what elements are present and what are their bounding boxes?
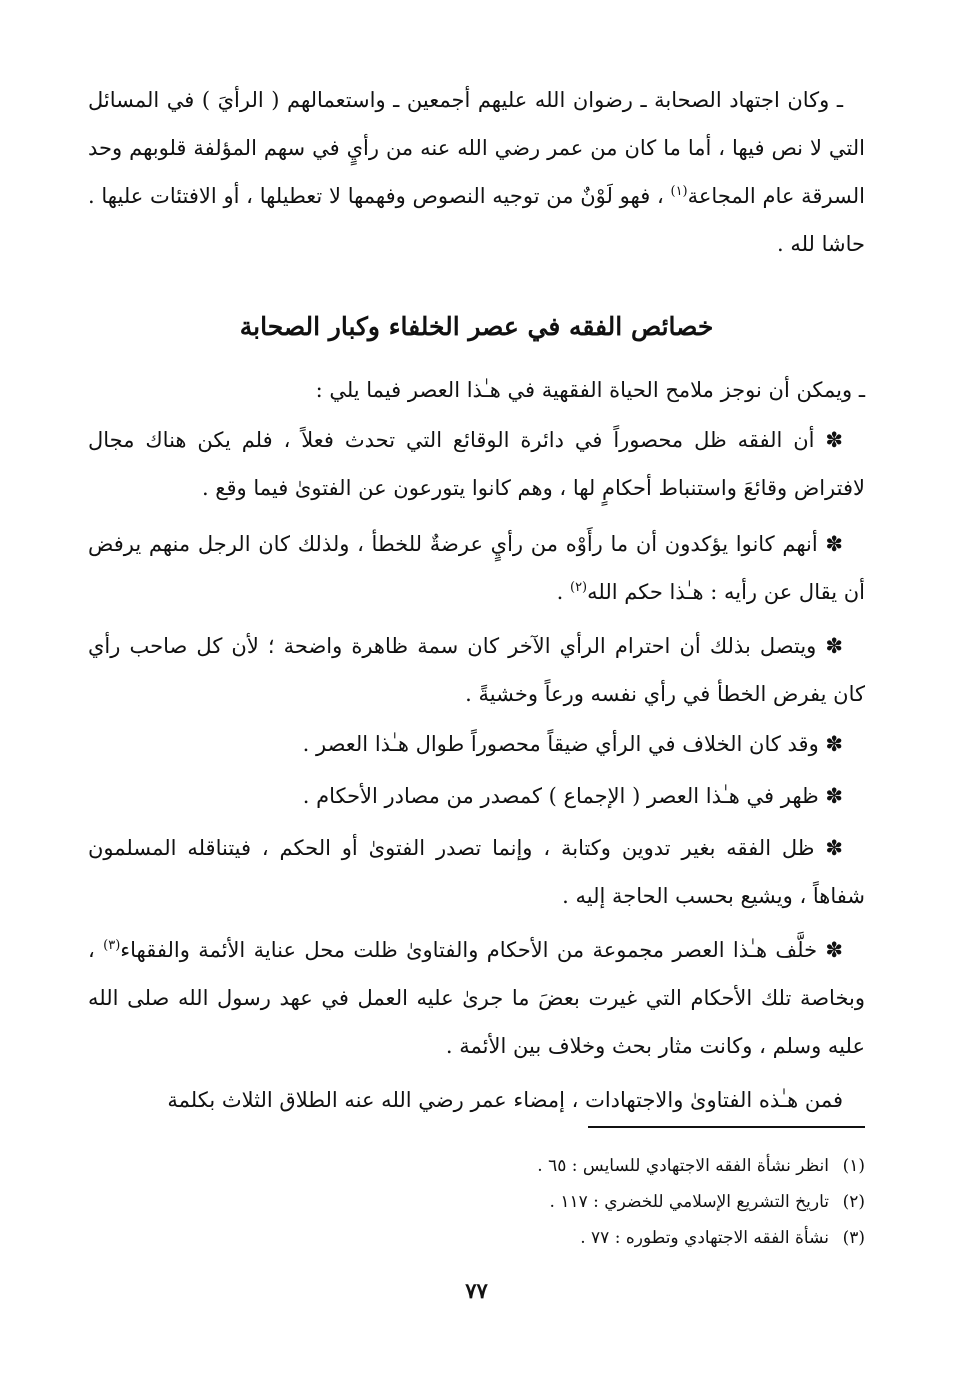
footnote-text: انظر نشأة الفقه الاجتهادي للسايس : ٦٥ . [537, 1156, 829, 1176]
footnote-number: (٣) [842, 1228, 865, 1248]
bullet-paragraph-7 [88, 926, 865, 1070]
last-line-text: فمن هـٰذه الفتاوىٰ والاجتهادات ، إمضاء عمر رضي الله عنه الطلاق الثلاث بكلمة [167, 1088, 843, 1112]
intro-paragraph [88, 76, 865, 268]
footnotes-list [88, 1148, 865, 1256]
bullet-paragraph-5 [88, 772, 865, 820]
bullet-2-text-b: . [556, 580, 570, 604]
bullet-4-text: ✽ وقد كان الخلاف في الرأي ضيقاً محصوراً طوال هـٰذا العصر . [302, 732, 843, 756]
bullet-paragraph-2 [88, 520, 865, 616]
bullet-paragraph-6 [88, 824, 865, 920]
bullet-7-text-a: ✽ خلَّف هـٰذا العصر مجموعة من الأحكام والفتاوىٰ ظلت محل عناية الأئمة والفقهاء [120, 938, 843, 962]
intro-text-b: ، فهو لَوْنٌ من توجيه النصوص وفهمها لا تعطيلها ، أو الافتئات عليها . حاشا لله . [88, 184, 865, 256]
bullet-2-text-a: ✽ أنهم كانوا يؤكدون أن ما رأَوْه من رأيٍ عرضةٌ للخطأ ، ولذلك كان الرجل منهم يرفض أن يقال عن رأيه : هـٰذا حكم الله [88, 532, 865, 604]
footnote-ref-3[interactable]: (٣) [103, 938, 121, 953]
section-heading: خصائص الفقه في عصر الخلفاء وكبار الصحابة [239, 312, 714, 341]
footnote-ref-1[interactable]: (١) [670, 184, 688, 199]
bullet-paragraph-1 [88, 416, 865, 512]
footnote-ref-2[interactable]: (٢) [569, 580, 588, 595]
bullet-5-text: ✽ ظهر في هـٰذا العصر ( الإجماع ) كمصدر من مصادر الأحكام . [302, 784, 843, 808]
footnote-item [88, 1184, 865, 1220]
bullet-3-text: ✽ ويتصل بذلك أن احترام الرأي الآخر كان سمة ظاهرة واضحة ؛ لأن كل صاحب رأي كان يفرض الخطأ في رأي نفسه ورعاً وخشيةً . [88, 634, 865, 706]
footnote-text: تاريخ التشريع الإسلامي للخضري : ١١٧ . [549, 1192, 829, 1212]
footnote-separator [588, 1126, 865, 1128]
bullet-paragraph-4 [88, 720, 865, 768]
intro-text-a: ـ وكان اجتهاد الصحابة ـ رضوان الله عليهم أجمعين ـ واستعمالهم ( الرأيَ ) في المسائل التي لا نص فيها ، أما ما كان من عمر رضي الله عنه من رأيٍ في سهم المؤلفة قلوبهم وحد السرقة عام المجاعة [88, 88, 865, 208]
bullet-1-text: ✽ أن الفقه ظل محصوراً في دائرة الوقائع التي تحدث فعلاً ، فلم يكن هناك مجال لافتراض وقائعَ واستنباط أحكامٍ لها ، وهم كانوا يتورعون عن الفتوىٰ فيما وقع . [88, 428, 865, 500]
footnote-number: (٢) [842, 1192, 865, 1212]
footnote-number: (١) [842, 1156, 865, 1176]
bullet-7-text-b: ، وبخاصة تلك الأحكام التي غيرت بعضَ ما جرىٰ عليه العمل في عهد رسول الله صلى الله عليه وسلم ، وكانت مثار بحث وخلاف بين الأئمة . [88, 938, 865, 1058]
lead-paragraph: ـ ويمكن أن نوجز ملامح الحياة الفقهية في هـٰذا العصر فيما يلي : [315, 378, 865, 402]
bullet-paragraph-3 [88, 622, 865, 718]
footnote-item [88, 1148, 865, 1184]
last-line-paragraph [88, 1076, 865, 1124]
footnote-item [88, 1220, 865, 1256]
bullet-6-text: ✽ ظل الفقه بغير تدوين وكتابة ، وإنما تصدر الفتوىٰ أو الحكم ، فيتناقله المسلمون شفاهاً ، ويشيع بحسب الحاجة إليه . [88, 836, 865, 908]
page-number: ٧٧ [465, 1278, 488, 1303]
footnote-text: نشأة الفقه الاجتهادي وتطوره : ٧٧ . [580, 1228, 829, 1248]
